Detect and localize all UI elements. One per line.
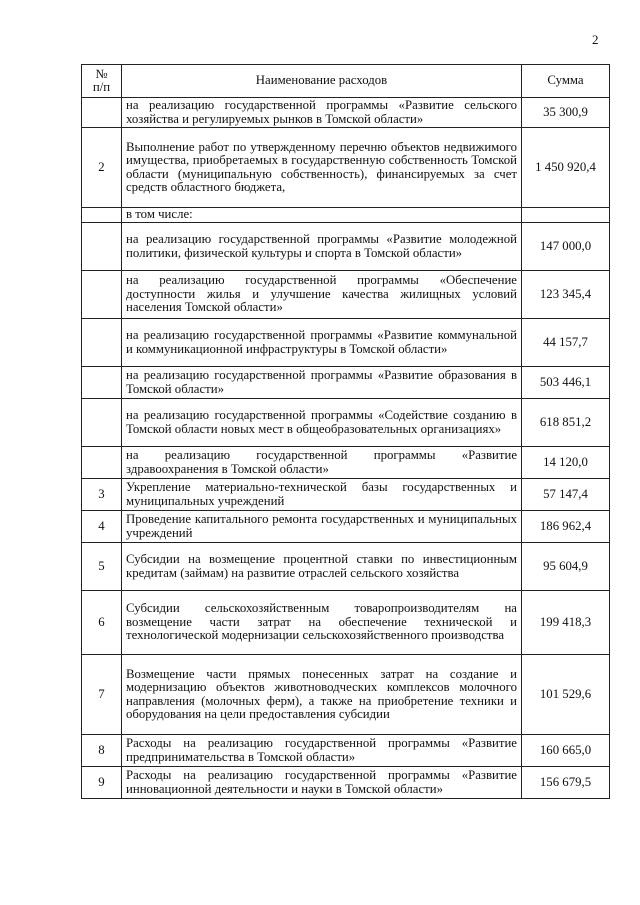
row-sum: 156 679,5 — [522, 767, 610, 799]
column-header-name: Наименование расходов — [122, 65, 522, 98]
row-name — [122, 98, 522, 128]
table-row — [82, 208, 610, 223]
table-row — [82, 767, 610, 799]
row-sum: 147 000,0 — [522, 223, 610, 271]
row-number — [82, 367, 122, 399]
row-sum: 123 345,4 — [522, 271, 610, 319]
row-name-text: на реализацию государственной программы «Развитие коммунальной и коммуникационной инфраструктуры в Томской области» — [126, 328, 517, 356]
row-name-text: на реализацию государственной программы «Обеспечение доступности жилья и улучшение качества жилищных условий населения Томской области» — [126, 273, 517, 315]
row-sum: 14 120,0 — [522, 447, 610, 479]
row-name — [122, 271, 522, 319]
row-number: 9 — [82, 767, 122, 799]
row-name-text: Субсидии сельскохозяйственным товаропроизводителям на возмещение части затрат на обеспечение технической и технологической модернизации сельскохозяйственного производства — [126, 601, 517, 643]
table-row — [82, 367, 610, 399]
row-number — [82, 208, 122, 223]
row-name — [122, 767, 522, 799]
row-sum: 1 450 920,4 — [522, 128, 610, 208]
table-row — [82, 511, 610, 543]
row-name — [122, 399, 522, 447]
row-sum: 186 962,4 — [522, 511, 610, 543]
row-number — [82, 98, 122, 128]
row-name-text: Проведение капитального ремонта государственных и муниципальных учреждений — [126, 512, 517, 540]
table-row — [82, 223, 610, 271]
table-row — [82, 479, 610, 511]
row-name — [122, 479, 522, 511]
row-name — [122, 543, 522, 591]
row-name-text: Возмещение части прямых понесенных затрат на создание и модернизацию объектов животноводческих комплексов молочного направления (молочных ферм), а также на приобретение техники и оборудования на цели предоставления субсидии — [126, 666, 517, 721]
row-sum: 57 147,4 — [522, 479, 610, 511]
row-name-text: на реализацию государственной программы «Развитие сельского хозяйства и регулируемых рынков в Томской области» — [126, 98, 517, 126]
row-name-text: Укрепление материально-технической базы государственных и муниципальных учреждений — [126, 480, 517, 508]
table-row — [82, 655, 610, 735]
row-number: 6 — [82, 591, 122, 655]
row-name-text: Расходы на реализацию государственной программы «Развитие инновационной деятельности и науки в Томской области» — [126, 768, 517, 796]
row-number — [82, 447, 122, 479]
table-row — [82, 128, 610, 208]
row-number: 5 — [82, 543, 122, 591]
table-row — [82, 591, 610, 655]
column-header-sum: Сумма — [522, 65, 610, 98]
row-number: 7 — [82, 655, 122, 735]
row-number — [82, 319, 122, 367]
row-name-text: на реализацию государственной программы «Развитие здравоохранения в Томской области» — [126, 448, 517, 476]
row-sum: 160 665,0 — [522, 735, 610, 767]
row-name — [122, 319, 522, 367]
row-name-text: Расходы на реализацию государственной программы «Развитие предпринимательства в Томской области» — [126, 736, 517, 764]
row-name-text: в том числе: — [126, 207, 193, 222]
row-name — [122, 655, 522, 735]
row-number: 2 — [82, 128, 122, 208]
row-name — [122, 223, 522, 271]
table-row — [82, 399, 610, 447]
row-sum: 618 851,2 — [522, 399, 610, 447]
row-name — [122, 447, 522, 479]
row-name-text: на реализацию государственной программы «Содействие созданию в Томской области новых мест в общеобразовательных организациях» — [126, 408, 517, 436]
row-name — [122, 367, 522, 399]
row-name-text: Выполнение работ по утвержденному перечню объектов недвижимого имущества, приобретаемых в государственную собственность Томской области (муниципальную собственность), финансируемых за счет средств областного бюджета, — [126, 139, 517, 194]
table-row — [82, 735, 610, 767]
row-number — [82, 271, 122, 319]
column-header-number: № п/п — [82, 65, 122, 98]
page-number: 2 — [592, 32, 599, 47]
table-row — [82, 447, 610, 479]
row-sum: 503 446,1 — [522, 367, 610, 399]
row-number: 4 — [82, 511, 122, 543]
row-sum: 95 604,9 — [522, 543, 610, 591]
row-sum: 44 157,7 — [522, 319, 610, 367]
expenses-table — [81, 64, 610, 799]
table-header-row — [82, 65, 610, 98]
row-number — [82, 399, 122, 447]
row-sum — [522, 208, 610, 223]
table-row — [82, 271, 610, 319]
table-row — [82, 319, 610, 367]
row-sum: 35 300,9 — [522, 98, 610, 128]
row-name-text: Субсидии на возмещение процентной ставки по инвестиционным кредитам (займам) на развитие отраслей сельского хозяйства — [126, 552, 517, 580]
row-number: 8 — [82, 735, 122, 767]
row-name — [122, 591, 522, 655]
table-row — [82, 98, 610, 128]
table-row — [82, 543, 610, 591]
row-number: 3 — [82, 479, 122, 511]
row-name — [122, 128, 522, 208]
row-number — [82, 223, 122, 271]
row-sum: 101 529,6 — [522, 655, 610, 735]
row-name — [122, 511, 522, 543]
row-name-text: на реализацию государственной программы «Развитие молодежной политики, физической культуры и спорта в Томской области» — [126, 232, 517, 260]
row-sum: 199 418,3 — [522, 591, 610, 655]
row-name-text: на реализацию государственной программы «Развитие образования в Томской области» — [126, 368, 517, 396]
row-name — [122, 208, 522, 223]
row-name — [122, 735, 522, 767]
